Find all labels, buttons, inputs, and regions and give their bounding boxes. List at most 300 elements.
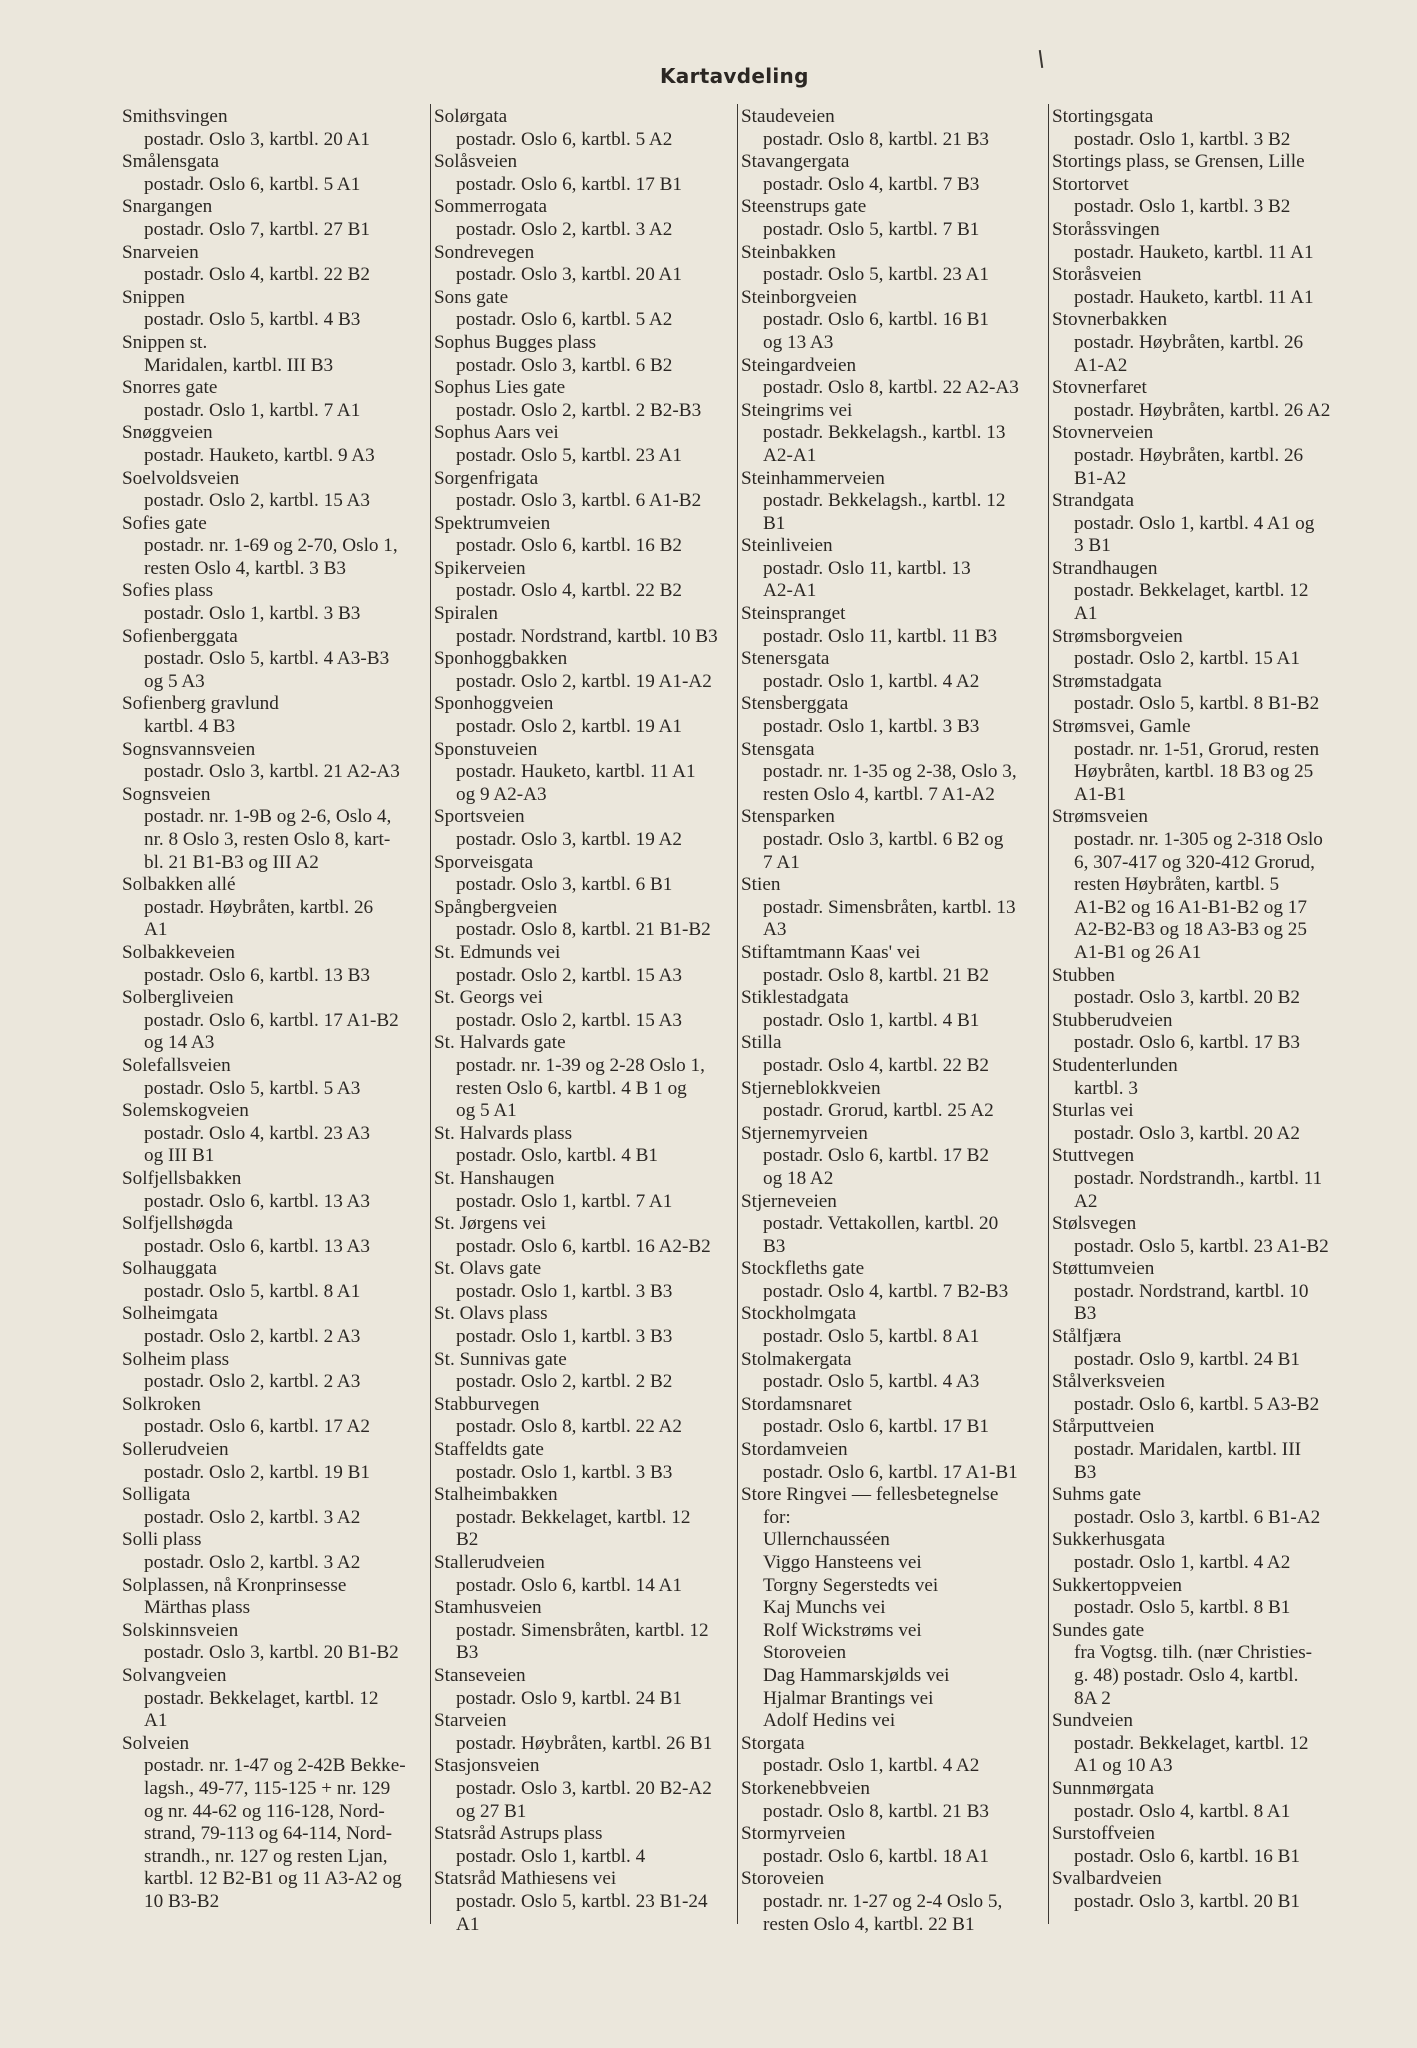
entry-detail-line: postadr. Oslo 4, kartbl. 22 B2 <box>144 264 370 286</box>
index-entry <box>741 106 1041 151</box>
entry-detail-line: postadr. Oslo 4, kartbl. 22 B2 <box>763 1054 989 1076</box>
entry-detail-line: postadr. Oslo 2, kartbl. 15 A3 <box>456 964 682 986</box>
entry-detail-line: kartbl. 3 <box>1074 1077 1138 1099</box>
street-name: Sondrevegen <box>434 241 535 263</box>
street-name: Svalbardveien <box>1052 1868 1162 1890</box>
index-entry <box>1052 1145 1352 1213</box>
entry-detail-line: A1 <box>144 919 168 941</box>
street-name: Steenstrups gate <box>741 196 867 218</box>
street-name: Solbergliveien <box>122 987 234 1009</box>
street-name: Snippen st. <box>122 331 208 353</box>
street-name: Stockfleths gate <box>741 1258 865 1280</box>
street-name: Solkroken <box>122 1393 201 1415</box>
index-entry <box>434 648 734 693</box>
index-entry <box>741 151 1041 196</box>
index-entry <box>434 151 734 196</box>
index-entry <box>1052 264 1352 309</box>
index-entry <box>741 400 1041 468</box>
index-entry <box>1052 1055 1352 1100</box>
index-entry <box>741 1778 1041 1823</box>
index-entry <box>741 242 1041 287</box>
street-name: Solåsveien <box>434 151 518 173</box>
index-entry <box>1052 1100 1352 1145</box>
entry-detail-line: postadr. Oslo 2, kartbl. 2 B2 <box>456 1371 673 1393</box>
entry-detail-line: postadr. Oslo 2, kartbl. 15 A3 <box>456 1009 682 1031</box>
entry-detail-line: postadr. Oslo 6, kartbl. 17 B2 <box>763 1145 989 1167</box>
index-entry <box>1052 1575 1352 1620</box>
street-name: Snorres gate <box>122 377 218 399</box>
street-name: Sons gate <box>434 286 509 308</box>
entry-detail-line: A1-B2 og 16 A1-B1-B2 og 17 <box>1074 896 1307 918</box>
index-entry <box>1052 1484 1352 1529</box>
index-entry <box>122 693 422 738</box>
entry-detail-line: postadr. Oslo 5, kartbl. 8 A1 <box>144 1280 361 1302</box>
entry-detail-line: lagsh., 49-77, 115-125 + nr. 129 <box>144 1777 391 1799</box>
index-entry <box>741 603 1041 648</box>
entry-detail-line: postadr. Oslo 3, kartbl. 20 B2-A2 <box>456 1777 712 1799</box>
entry-detail-line: postadr. Oslo 3, kartbl. 20 A1 <box>144 128 370 150</box>
street-name: Surstoffveien <box>1052 1823 1156 1845</box>
street-name: Sophus Bugges plass <box>434 331 597 353</box>
street-name: Solheim plass <box>122 1348 230 1370</box>
index-entry <box>1052 716 1352 806</box>
index-entry <box>122 1055 422 1100</box>
index-entry <box>741 739 1041 807</box>
street-name: Stiftamtmann Kaas' vei <box>741 941 921 963</box>
street-name: Stavangergata <box>741 151 850 173</box>
index-entry <box>122 332 422 377</box>
entry-detail-line: postadr. Oslo 11, kartbl. 13 <box>763 557 971 579</box>
street-name: Stjerneveien <box>741 1190 837 1212</box>
index-entry <box>122 1213 422 1258</box>
street-name: Starveien <box>434 1710 507 1732</box>
index-entry <box>434 1755 734 1823</box>
index-entry <box>122 1258 422 1303</box>
entry-detail-line: postadr. Oslo 1, kartbl. 3 B2 <box>1074 128 1291 150</box>
street-name: Sponstuveien <box>434 738 538 760</box>
index-entry <box>741 942 1041 987</box>
entry-detail-line: resten Høybråten, kartbl. 5 <box>1074 874 1280 896</box>
entry-detail-line: postadr. Oslo 5, kartbl. 8 A1 <box>763 1326 980 1348</box>
index-entry <box>434 693 734 738</box>
entry-detail-line: postadr. Høybråten, kartbl. 26 <box>1074 444 1304 466</box>
entry-detail-line: postadr. Oslo 6, kartbl. 5 A2 <box>456 128 673 150</box>
street-name: Stanseveien <box>434 1664 526 1686</box>
index-entry <box>122 580 422 625</box>
index-entry <box>122 468 422 513</box>
street-name: Spiralen <box>434 603 498 625</box>
entry-detail-line: og 9 A2-A3 <box>456 783 547 805</box>
entry-detail-line: postadr. Oslo 8, kartbl. 21 B2 <box>763 964 989 986</box>
entry-detail-line: B2 <box>456 1529 479 1551</box>
column-divider <box>737 104 738 1924</box>
entry-detail-line: postadr. Oslo 1, kartbl. 4 B1 <box>763 1009 980 1031</box>
street-name: Strømsvei, Gamle <box>1052 716 1191 738</box>
index-entry <box>434 1213 734 1258</box>
entry-detail-line: postadr. Oslo 5, kartbl. 23 B1-24 <box>456 1890 708 1912</box>
index-entry <box>1052 1258 1352 1326</box>
index-entry <box>1052 1326 1352 1371</box>
entry-detail-line: postadr. Oslo 6, kartbl. 5 A2 <box>456 309 673 331</box>
entry-detail-line: og 14 A3 <box>144 1032 215 1054</box>
entry-detail-line: A1 og 10 A3 <box>1074 1755 1173 1777</box>
street-name: Steingrims vei <box>741 399 853 421</box>
index-entry <box>434 558 734 603</box>
index-entry <box>122 626 422 694</box>
index-entry <box>741 1078 1041 1123</box>
index-entry <box>434 603 734 648</box>
index-entry <box>741 355 1041 400</box>
column-divider <box>430 104 431 1924</box>
street-name: Sofienberg gravlund <box>122 693 279 715</box>
street-name: Steinborgveien <box>741 286 857 308</box>
index-entry <box>1052 174 1352 219</box>
index-entry <box>122 874 422 942</box>
index-entry <box>122 287 422 332</box>
street-name: Solligata <box>122 1484 191 1506</box>
street-name: Sofienberggata <box>122 625 238 647</box>
entry-detail-line: postadr. Oslo 3, kartbl. 20 B1 <box>1074 1890 1300 1912</box>
entry-detail-line: postadr. Oslo 1, kartbl. 7 A1 <box>456 1190 673 1212</box>
entry-detail-line: postadr. Oslo 5, kartbl. 7 B1 <box>763 218 980 240</box>
entry-detail-line: Høybråten, kartbl. 18 B3 og 25 <box>1074 761 1314 783</box>
entry-detail-line: A2-A1 <box>763 580 817 602</box>
index-entry <box>434 422 734 467</box>
index-entry <box>122 106 422 151</box>
index-entry <box>1052 1416 1352 1484</box>
entry-detail-line: postadr. Oslo 3, kartbl. 19 A2 <box>456 829 682 850</box>
entry-detail-line: postadr. Oslo 6, kartbl. 14 A1 <box>456 1574 682 1596</box>
entry-detail-line: A1 <box>144 1710 168 1732</box>
entry-detail-line: postadr. Oslo 1, kartbl. 3 B3 <box>456 1461 673 1483</box>
index-entry <box>434 377 734 422</box>
entry-detail-line: postadr. Oslo 2, kartbl. 2 B2-B3 <box>456 399 702 421</box>
entry-detail-line: postadr. Oslo 4, kartbl. 7 B2-B3 <box>763 1280 1009 1302</box>
entry-detail-line: postadr. Oslo 5, kartbl. 5 A3 <box>144 1077 361 1099</box>
street-name: St. Halvards plass <box>434 1122 573 1144</box>
street-name: Solørgata <box>434 106 508 127</box>
entry-detail-line: postadr. Oslo 4, kartbl. 7 B3 <box>763 173 980 195</box>
street-name: Snargangen <box>122 196 213 218</box>
street-name: Stilla <box>741 1032 782 1054</box>
street-name: Sophus Lies gate <box>434 377 566 399</box>
index-entry <box>741 287 1041 355</box>
entry-detail-line: postadr. Oslo 3, kartbl. 6 B2 <box>456 354 673 376</box>
entry-detail-line: postadr. Oslo 2, kartbl. 2 A3 <box>144 1326 361 1348</box>
index-entry <box>434 513 734 558</box>
column-divider <box>1048 104 1049 1924</box>
street-name: Sundveien <box>1052 1710 1134 1732</box>
index-entry <box>741 648 1041 693</box>
entry-detail-line: postadr. nr. 1-27 og 2-4 Oslo 5, <box>763 1890 1003 1912</box>
entry-detail-line: postadr. Oslo 1, kartbl. 3 B3 <box>763 716 980 738</box>
index-entry <box>741 468 1041 536</box>
index-entry <box>741 535 1041 603</box>
entry-detail-line: postadr. Oslo 6, kartbl. 17 A2 <box>144 1416 370 1438</box>
entry-detail-line: postadr. Oslo 5, kartbl. 4 B3 <box>144 309 361 331</box>
street-name: Stovnerbakken <box>1052 309 1168 331</box>
entry-detail-line: postadr. Høybråten, kartbl. 26 <box>1074 331 1304 353</box>
entry-detail-line: postadr. Vettakollen, kartbl. 20 <box>763 1213 999 1235</box>
index-entry <box>122 1349 422 1394</box>
entry-detail-line: Adolf Hedins vei <box>763 1710 896 1732</box>
street-name: Stallerudveien <box>434 1552 545 1573</box>
entry-detail-line: postadr. Oslo 8, kartbl. 22 A2 <box>456 1416 682 1438</box>
entry-detail-line: postadr. Oslo 5, kartbl. 23 A1 <box>763 264 989 286</box>
entry-detail-line: postadr. Oslo 6, kartbl. 5 A1 <box>144 173 361 195</box>
entry-detail-line: postadr. Oslo 8, kartbl. 21 B1-B2 <box>456 919 711 941</box>
street-name: Solbakken allé <box>122 874 236 896</box>
street-name: Stabburvegen <box>434 1393 540 1415</box>
street-name: Snippen <box>122 286 185 308</box>
entry-detail-line: Torgny Segerstedts vei <box>763 1574 939 1596</box>
street-name: Storåssvingen <box>1052 218 1160 240</box>
index-entry <box>434 1665 734 1710</box>
entry-detail-line: postadr. Bekkelaget, kartbl. 12 <box>456 1506 691 1528</box>
entry-detail-line: Hjalmar Brantings vei <box>763 1687 934 1709</box>
entry-detail-line: postadr. Oslo 2, kartbl. 19 B1 <box>144 1461 370 1483</box>
index-entry <box>1052 1371 1352 1416</box>
entry-detail-line: Dag Hammarskjølds vei <box>763 1664 950 1686</box>
entry-detail-line: postadr. Oslo 2, kartbl. 3 A2 <box>144 1552 361 1573</box>
street-name: Stien <box>741 874 781 896</box>
entry-detail-line: postadr. Oslo 3, kartbl. 6 B2 og <box>763 829 1004 850</box>
street-name: Stamhusveien <box>434 1597 542 1619</box>
street-name: Sofies plass <box>122 580 214 602</box>
street-name: Sponhoggveien <box>434 693 554 715</box>
index-entry <box>741 1733 1041 1778</box>
street-name: Stjerneblokkveien <box>741 1077 881 1099</box>
index-entry <box>122 513 422 581</box>
entry-detail-line: postadr. Oslo 5, kartbl. 4 A3-B3 <box>144 648 390 670</box>
entry-detail-line: postadr. Oslo 1, kartbl. 4 A2 <box>763 670 980 692</box>
index-entry <box>741 874 1041 942</box>
entry-detail-line: postadr. Oslo 6, kartbl. 17 B3 <box>1074 1032 1300 1054</box>
street-name: Strømstadgata <box>1052 670 1162 692</box>
entry-detail-line: nr. 8 Oslo 3, resten Oslo 8, kart- <box>144 829 391 850</box>
street-name: Solbakkeveien <box>122 941 235 963</box>
street-name: Solli plass <box>122 1529 202 1551</box>
street-name: Steinspranget <box>741 603 846 625</box>
entry-detail-line: postadr. Oslo, kartbl. 4 B1 <box>456 1145 658 1167</box>
street-name: Steinhammerveien <box>741 467 885 489</box>
entry-detail-line: B3 <box>1074 1461 1097 1483</box>
entry-detail-line: postadr. Oslo 8, kartbl. 21 B3 <box>763 128 989 150</box>
entry-detail-line: resten Oslo 4, kartbl. 3 B3 <box>144 557 346 579</box>
street-name: Stubben <box>1052 964 1115 986</box>
index-entry <box>741 1191 1041 1259</box>
index-entry <box>122 987 422 1055</box>
index-entry <box>1052 1529 1352 1574</box>
entry-detail-line: fra Vogtsg. tilh. (nær Christies- <box>1074 1642 1313 1664</box>
street-name: Stortingsgata <box>1052 106 1154 127</box>
entry-detail-line: A3 <box>763 919 787 941</box>
street-name: Sportsveien <box>434 806 525 828</box>
street-name: Stovnerfaret <box>1052 377 1147 399</box>
index-entry <box>1052 1778 1352 1823</box>
entry-detail-line: postadr. nr. 1-305 og 2-318 Oslo <box>1074 829 1323 850</box>
street-name: Sukkerhusgata <box>1052 1529 1165 1551</box>
entry-detail-line: postadr. Oslo 2, kartbl. 19 A1 <box>456 716 682 738</box>
street-name: Stortings plass, se Grensen, Lille <box>1052 151 1305 173</box>
street-name: Stordamveien <box>741 1439 848 1461</box>
entry-detail-line: B3 <box>456 1642 479 1664</box>
index-entry <box>122 1100 422 1168</box>
index-entry <box>434 1868 734 1936</box>
street-name: Storkenebbveien <box>741 1777 870 1799</box>
entry-detail-line: postadr. Oslo 2, kartbl. 19 A1-A2 <box>456 670 712 692</box>
entry-detail-line: postadr. Simensbråten, kartbl. 13 <box>763 896 1016 918</box>
entry-detail-line: postadr. Oslo 3, kartbl. 6 B1-A2 <box>1074 1506 1321 1528</box>
street-name: Stuttvegen <box>1052 1145 1135 1167</box>
street-name: Sophus Aars vei <box>434 422 559 444</box>
index-entry <box>122 1529 422 1574</box>
street-name: Solemskogveien <box>122 1100 249 1122</box>
entry-detail-line: B3 <box>1074 1303 1097 1325</box>
entry-detail-line: postadr. Oslo 11, kartbl. 11 B3 <box>763 625 998 647</box>
entry-detail-line: postadr. Oslo 5, kartbl. 23 A1 <box>456 444 682 466</box>
entry-detail-line: postadr. Oslo 1, kartbl. 4 A2 <box>1074 1552 1291 1573</box>
index-entry <box>122 942 422 987</box>
entry-detail-line: postadr. Oslo 5, kartbl. 8 B1 <box>1074 1597 1291 1619</box>
index-entry <box>122 1733 422 1914</box>
entry-detail-line: Ullernchausséen <box>763 1529 890 1551</box>
index-entry <box>1052 671 1352 716</box>
street-name: Stårputtveien <box>1052 1416 1155 1438</box>
street-name: Statsråd Astrups plass <box>434 1823 603 1845</box>
entry-detail-line: B3 <box>763 1235 786 1257</box>
index-entry <box>122 151 422 196</box>
index-entry <box>434 1168 734 1213</box>
index-entry <box>434 739 734 807</box>
index-entry <box>122 784 422 874</box>
entry-detail-line: postadr. Oslo 6, kartbl. 13 A3 <box>144 1235 370 1257</box>
street-name: Steinliveien <box>741 535 833 557</box>
entry-detail-line: postadr. Oslo 8, kartbl. 22 A2-A3 <box>763 377 1019 399</box>
entry-detail-line: A1-B1 <box>1074 783 1127 805</box>
entry-detail-line: postadr. Oslo 4, kartbl. 22 B2 <box>456 580 682 602</box>
street-name: Strandgata <box>1052 490 1135 512</box>
street-name: Sukkertoppveien <box>1052 1574 1183 1596</box>
street-name: Sollerudveien <box>122 1439 229 1461</box>
entry-detail-line: postadr. Oslo 2, kartbl. 15 A3 <box>144 490 370 512</box>
index-entry <box>122 1439 422 1484</box>
index-entry <box>741 1439 1041 1484</box>
entry-detail-line: 8A 2 <box>1074 1687 1111 1709</box>
entry-detail-line: Rolf Wickstrøms vei <box>763 1619 922 1641</box>
entry-detail-line: postadr. Nordstrand, kartbl. 10 B3 <box>456 625 718 647</box>
entry-detail-line: postadr. Oslo 3, kartbl. 6 B1 <box>456 874 673 896</box>
street-name: Statsråd Mathiesens vei <box>434 1868 617 1890</box>
index-entry <box>1052 965 1352 1010</box>
entry-detail-line: postadr. Simensbråten, kartbl. 12 <box>456 1619 709 1641</box>
street-name: Stiklestadgata <box>741 987 849 1009</box>
street-name: Steinbakken <box>741 241 836 263</box>
index-entry <box>741 806 1041 874</box>
entry-detail-line: og 27 B1 <box>456 1800 527 1822</box>
entry-detail-line: postadr. Oslo 1, kartbl. 3 B3 <box>456 1280 673 1302</box>
entry-detail-line: 7 A1 <box>763 851 800 873</box>
street-name: Sognsvannsveien <box>122 738 256 760</box>
entry-detail-line: og 5 A3 <box>144 670 205 692</box>
entry-detail-line: postadr. Oslo 6, kartbl. 16 B2 <box>456 535 682 557</box>
index-entry <box>741 1032 1041 1077</box>
street-name: Snarveien <box>122 241 199 263</box>
street-name: Stensgata <box>741 738 815 760</box>
street-name: St. Hanshaugen <box>434 1167 555 1189</box>
index-entry <box>1052 1620 1352 1710</box>
street-name: St. Georgs vei <box>434 987 543 1009</box>
street-name: Solfjellsbakken <box>122 1167 242 1189</box>
entry-detail-line: 10 B3-B2 <box>144 1890 220 1912</box>
street-name: Stålverksveien <box>1052 1371 1165 1393</box>
entry-detail-line: postadr. nr. 1-69 og 2-70, Oslo 1, <box>144 535 398 557</box>
street-name: St. Edmunds vei <box>434 941 561 963</box>
street-name: Solefallsveien <box>122 1054 231 1076</box>
index-entry <box>434 332 734 377</box>
index-column-4 <box>1052 106 1352 1914</box>
entry-detail-line: postadr. Oslo 3, kartbl. 6 A1-B2 <box>456 490 702 512</box>
entry-detail-line: postadr. Oslo 1, kartbl. 4 <box>456 1845 646 1867</box>
page-header: Kartavdeling <box>660 64 809 88</box>
street-name: Solheimgata <box>122 1303 218 1325</box>
entry-detail-line: postadr. Oslo 1, kartbl. 7 A1 <box>144 399 361 421</box>
index-entry <box>741 987 1041 1032</box>
entry-detail-line: postadr. Maridalen, kartbl. III <box>1074 1439 1301 1461</box>
entry-detail-line: postadr. Oslo 6, kartbl. 18 A1 <box>763 1845 989 1867</box>
street-name: Stortorvet <box>1052 173 1129 195</box>
index-entry <box>434 1552 734 1597</box>
index-entry <box>741 1303 1041 1348</box>
entry-detail-line: postadr. Høybråten, kartbl. 26 A2 <box>1074 399 1331 421</box>
entry-detail-line: postadr. Oslo 1, kartbl. 4 A2 <box>763 1755 980 1777</box>
index-entry <box>122 377 422 422</box>
index-entry <box>1052 1868 1352 1913</box>
entry-detail-line: postadr. nr. 1-51, Grorud, resten <box>1074 738 1320 760</box>
index-entry <box>434 242 734 287</box>
index-entry <box>122 1303 422 1348</box>
index-entry <box>434 1032 734 1122</box>
index-column-2 <box>434 106 734 1936</box>
street-name: Snøggveien <box>122 422 213 444</box>
entry-detail-line: A2 <box>1074 1190 1098 1212</box>
entry-detail-line: postadr. Oslo 2, kartbl. 2 A3 <box>144 1371 361 1393</box>
entry-detail-line: postadr. Oslo 3, kartbl. 20 B1-B2 <box>144 1642 399 1664</box>
entry-detail-line: postadr. Bekkelagsh., kartbl. 12 <box>763 490 1006 512</box>
entry-detail-line: postadr. Bekkelaget, kartbl. 12 <box>144 1687 379 1709</box>
index-entry <box>1052 558 1352 626</box>
entry-detail-line: postadr. Hauketo, kartbl. 11 A1 <box>1074 286 1314 308</box>
entry-detail-line: postadr. Bekkelaget, kartbl. 12 <box>1074 1732 1309 1754</box>
street-name: Solfjellshøgda <box>122 1213 233 1235</box>
index-entry <box>434 1303 734 1348</box>
entry-detail-line: resten Oslo 6, kartbl. 4 B 1 og <box>456 1077 687 1099</box>
street-name: Sorgenfrigata <box>434 467 539 489</box>
index-entry <box>1052 309 1352 377</box>
entry-detail-line: postadr. Nordstrand, kartbl. 10 <box>1074 1280 1309 1302</box>
street-name: Suhms gate <box>1052 1484 1142 1506</box>
street-name: Stølsvegen <box>1052 1213 1137 1235</box>
entry-detail-line: postadr. nr. 1-39 og 2-28 Oslo 1, <box>456 1054 705 1076</box>
entry-detail-line: postadr. Oslo 9, kartbl. 24 B1 <box>1074 1348 1300 1370</box>
street-name: Stensparken <box>741 806 835 828</box>
index-entry <box>434 987 734 1032</box>
street-name: Stordamsnaret <box>741 1393 852 1415</box>
entry-detail-line: postadr. nr. 1-9B og 2-6, Oslo 4, <box>144 806 392 828</box>
index-entry <box>434 1258 734 1303</box>
entry-detail-line: B1-A2 <box>1074 467 1127 489</box>
entry-detail-line: postadr. Oslo 5, kartbl. 23 A1-B2 <box>1074 1235 1329 1257</box>
